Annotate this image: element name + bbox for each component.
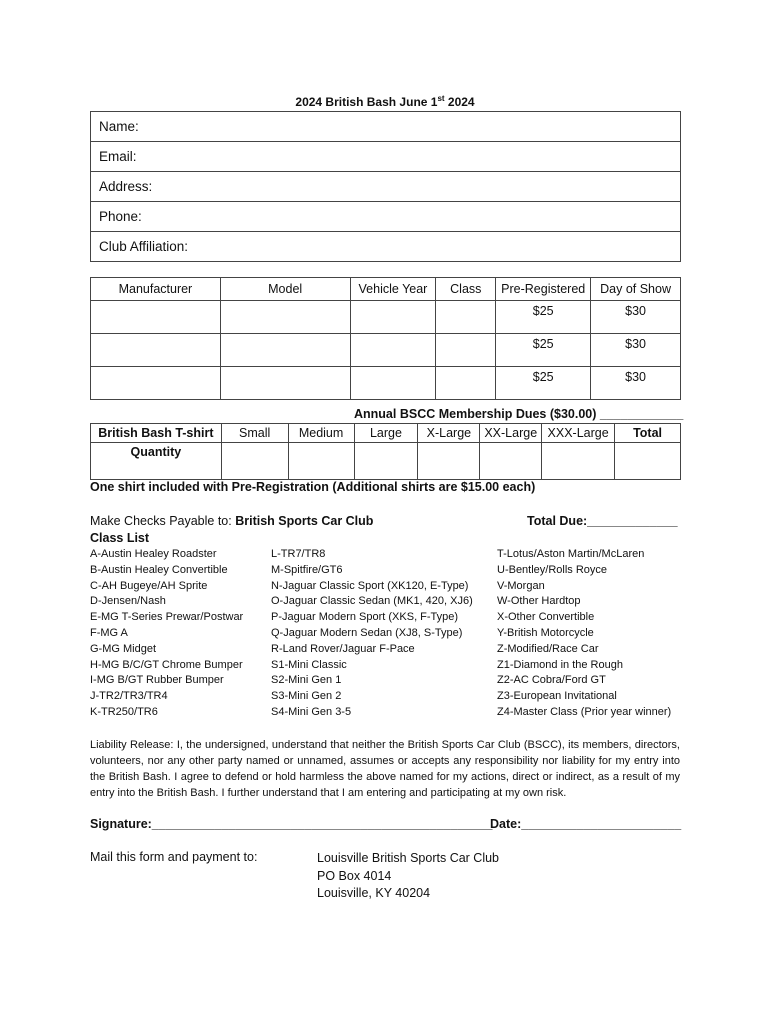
list-item: M-Spitfire/GT6 bbox=[271, 563, 343, 576]
class-cell[interactable] bbox=[436, 334, 496, 367]
vehicle-table bbox=[90, 277, 681, 400]
liability-release: Liability Release: I, the undersigned, understand that neither the British Sports Car Club (BSCC), its members, directors, volunteers, nor any other party named or unnamed, assumes or accepts any responsibility nor liability for my entry into the British Bash. I agree to defend or hold harmless the above named for my actions, direct or indirect, as a result of my entry into the British Bash. I further understand that I am entering and participating at my own risk. bbox=[90, 739, 680, 799]
list-item: P-Jaguar Modern Sport (XKS, F-Type) bbox=[271, 611, 459, 624]
size-xlarge-header: X-Large bbox=[418, 424, 480, 443]
vehicle-year-cell[interactable] bbox=[350, 301, 436, 334]
form-title: 2024 British Bash June 1st 2024 bbox=[295, 94, 475, 109]
list-item: Q-Jaguar Modern Sedan (XJ8, S-Type) bbox=[271, 626, 463, 639]
list-item: Z2-AC Cobra/Ford GT bbox=[497, 674, 606, 687]
list-item: C-AH Bugeye/AH Sprite bbox=[90, 579, 208, 592]
size-small-header: Small bbox=[221, 424, 288, 443]
col-header-class: Class bbox=[436, 278, 496, 301]
manufacturer-cell[interactable] bbox=[91, 334, 221, 367]
address-line: PO Box 4014 bbox=[317, 868, 392, 883]
list-item: S3-Mini Gen 2 bbox=[271, 690, 342, 703]
email-field[interactable]: Email: bbox=[91, 142, 681, 172]
shirt-note: One shirt included with Pre-Registration (Additional shirts are $15.00 each) bbox=[90, 480, 536, 494]
qty-xxxlarge-cell[interactable] bbox=[542, 443, 615, 480]
list-item: O-Jaguar Classic Sedan (MK1, 420, XJ6) bbox=[271, 595, 473, 608]
list-item: T-Lotus/Aston Martin/McLaren bbox=[497, 548, 645, 560]
qty-xxlarge-cell[interactable] bbox=[480, 443, 542, 480]
list-item: A-Austin Healey Roadster bbox=[90, 548, 217, 560]
size-large-header: Large bbox=[354, 424, 418, 443]
list-item: Y-British Motorcycle bbox=[497, 626, 594, 639]
list-item: J-TR2/TR3/TR4 bbox=[90, 690, 168, 703]
list-item: G-MG Midget bbox=[90, 642, 157, 655]
list-item: U-Bentley/Rolls Royce bbox=[497, 563, 608, 576]
model-cell[interactable] bbox=[220, 301, 350, 334]
tshirt-table bbox=[90, 423, 681, 480]
class-list-col-2 bbox=[271, 547, 473, 721]
address-line: Louisville, KY 40204 bbox=[317, 886, 431, 900]
address-line: Louisville British Sports Car Club bbox=[317, 851, 500, 865]
address-field[interactable]: Address: bbox=[91, 172, 681, 202]
tshirt-label: British Bash T-shirt bbox=[91, 424, 222, 443]
manufacturer-cell[interactable] bbox=[91, 301, 221, 334]
list-item: Z3-European Invitational bbox=[497, 690, 617, 703]
size-xxxlarge-header: XXX-Large bbox=[542, 424, 615, 443]
list-item: W-Other Hardtop bbox=[497, 595, 581, 608]
col-header-manufacturer: Manufacturer bbox=[91, 278, 221, 301]
size-medium-header: Medium bbox=[288, 424, 354, 443]
date-line[interactable]: Date:_______________________ bbox=[490, 817, 682, 831]
vehicle-year-cell[interactable] bbox=[350, 334, 436, 367]
mailing-address bbox=[317, 850, 499, 903]
pre-registered-price: $25 bbox=[496, 367, 591, 400]
col-header-model: Model bbox=[220, 278, 350, 301]
vehicle-year-cell[interactable] bbox=[350, 367, 436, 400]
table-row bbox=[91, 334, 681, 367]
total-header: Total bbox=[615, 424, 681, 443]
list-item: R-Land Rover/Jaguar F-Pace bbox=[271, 642, 415, 655]
list-item: F-MG A bbox=[90, 626, 128, 639]
membership-dues: Annual BSCC Membership Dues ($30.00) ____________ bbox=[354, 407, 684, 421]
name-field[interactable]: Name: bbox=[91, 112, 681, 142]
total-due[interactable]: Total Due:_____________ bbox=[527, 514, 678, 528]
qty-small-cell[interactable] bbox=[221, 443, 288, 480]
qty-xlarge-cell[interactable] bbox=[418, 443, 480, 480]
model-cell[interactable] bbox=[220, 367, 350, 400]
list-item: Z4-Master Class (Prior year winner) bbox=[497, 705, 672, 718]
col-header-day-of-show: Day of Show bbox=[591, 278, 681, 301]
list-item: S4-Mini Gen 3-5 bbox=[271, 705, 352, 718]
list-item: K-TR250/TR6 bbox=[90, 705, 158, 718]
manufacturer-cell[interactable] bbox=[91, 367, 221, 400]
list-item: E-MG T-Series Prewar/Postwar bbox=[90, 611, 244, 624]
list-item: Z-Modified/Race Car bbox=[497, 642, 599, 655]
pre-registered-price: $25 bbox=[496, 334, 591, 367]
phone-field[interactable]: Phone: bbox=[91, 202, 681, 232]
table-row bbox=[91, 367, 681, 400]
list-item: N-Jaguar Classic Sport (XK120, E-Type) bbox=[271, 579, 469, 592]
list-item: B-Austin Healey Convertible bbox=[90, 563, 228, 576]
list-item: V-Morgan bbox=[497, 579, 545, 592]
qty-large-cell[interactable] bbox=[354, 443, 418, 480]
col-header-vehicle-year: Vehicle Year bbox=[350, 278, 436, 301]
class-list-heading: Class List bbox=[90, 531, 150, 545]
signature-line[interactable]: Signature:_________________________________________________ bbox=[90, 817, 493, 831]
list-item: S1-Mini Classic bbox=[271, 658, 347, 671]
pre-registered-price: $25 bbox=[496, 301, 591, 334]
list-item: X-Other Convertible bbox=[497, 611, 595, 624]
club-affiliation-field[interactable]: Club Affiliation: bbox=[91, 232, 681, 262]
day-of-show-price: $30 bbox=[591, 367, 681, 400]
size-xxlarge-header: XX-Large bbox=[480, 424, 542, 443]
contact-info-table bbox=[90, 111, 681, 262]
list-item: S2-Mini Gen 1 bbox=[271, 674, 342, 687]
class-list-col-1 bbox=[90, 547, 243, 721]
list-item: H-MG B/C/GT Chrome Bumper bbox=[90, 658, 243, 671]
mail-label: Mail this form and payment to: bbox=[90, 850, 258, 864]
day-of-show-price: $30 bbox=[591, 334, 681, 367]
day-of-show-price: $30 bbox=[591, 301, 681, 334]
model-cell[interactable] bbox=[220, 334, 350, 367]
class-cell[interactable] bbox=[436, 301, 496, 334]
quantity-label: Quantity bbox=[91, 443, 222, 480]
col-header-pre-registered: Pre-Registered bbox=[496, 278, 591, 301]
list-item: L-TR7/TR8 bbox=[271, 548, 326, 560]
class-list-col-3 bbox=[497, 547, 671, 721]
class-cell[interactable] bbox=[436, 367, 496, 400]
list-item: I-MG B/GT Rubber Bumper bbox=[90, 674, 224, 687]
table-row bbox=[91, 301, 681, 334]
checks-payable: Make Checks Payable to: British Sports Car Club bbox=[90, 514, 374, 528]
list-item: Z1-Diamond in the Rough bbox=[497, 658, 623, 671]
qty-total-cell[interactable] bbox=[615, 443, 681, 480]
qty-medium-cell[interactable] bbox=[288, 443, 354, 480]
list-item: D-Jensen/Nash bbox=[90, 595, 166, 608]
